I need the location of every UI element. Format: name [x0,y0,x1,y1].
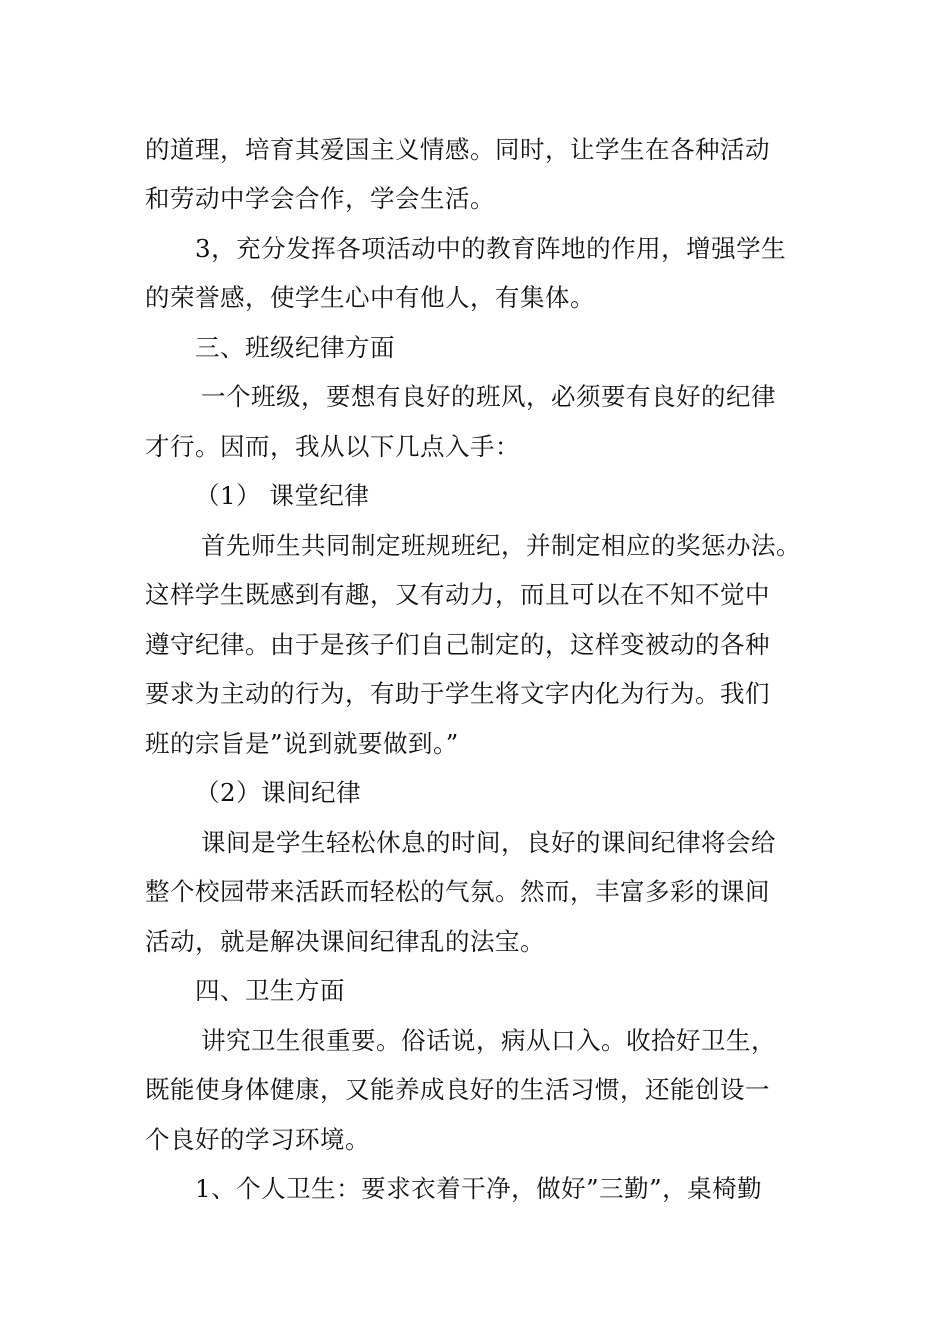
text-line: 既能使身体健康，又能养成良好的生活习惯，还能创设一 [145,1075,770,1104]
text-line: 个良好的学习环境。 [145,1125,370,1154]
text-line: 班的宗旨是”说到就要做到。” [145,729,459,758]
text-line: 3，充分发挥各项活动中的教育阵地的作用，增强学生 [195,234,787,263]
text-line: 活动，就是解决课间纪律乱的法宝。 [145,927,545,956]
text-line: 要求为主动的行为，有助于学生将文字内化为行为。我们 [145,679,770,708]
text-line: 才行。因而，我从以下几点入手： [145,432,520,461]
subsection-heading: （1） 课堂纪律 [195,481,370,510]
text-line: 遵守纪律。由于是孩子们自己制定的，这样变被动的各种 [145,630,770,659]
text-line: 的荣誉感，使学生心中有他人，有集体。 [145,283,595,312]
text-line: 整个校园带来活跃而轻松的气氛。然而，丰富多彩的课间 [145,877,770,906]
text-line: 和劳动中学会合作，学会生活。 [145,184,495,213]
text-line: 一个班级，要想有良好的班风，必须要有良好的纪律 [201,382,776,411]
text-line: 讲究卫生很重要。俗话说，病从口入。收拾好卫生， [201,1026,776,1055]
text-line: 这样学生既感到有趣，又有动力，而且可以在不知不觉中 [145,580,770,609]
section-heading: 四、卫生方面 [195,976,345,1005]
subsection-heading: （2）课间纪律 [195,778,362,807]
text-line: 的道理，培育其爱国主义情感。同时，让学生在各种活动 [145,135,770,164]
text-line: 课间是学生轻松休息的时间，良好的课间纪律将会给 [201,828,776,857]
text-line: 首先师生共同制定班规班纪，并制定相应的奖惩办法。 [201,531,801,560]
text-line: 1、个人卫生：要求衣着干净，做好”三勤”，桌椅勤 [195,1174,763,1203]
section-heading: 三、班级纪律方面 [195,333,395,362]
